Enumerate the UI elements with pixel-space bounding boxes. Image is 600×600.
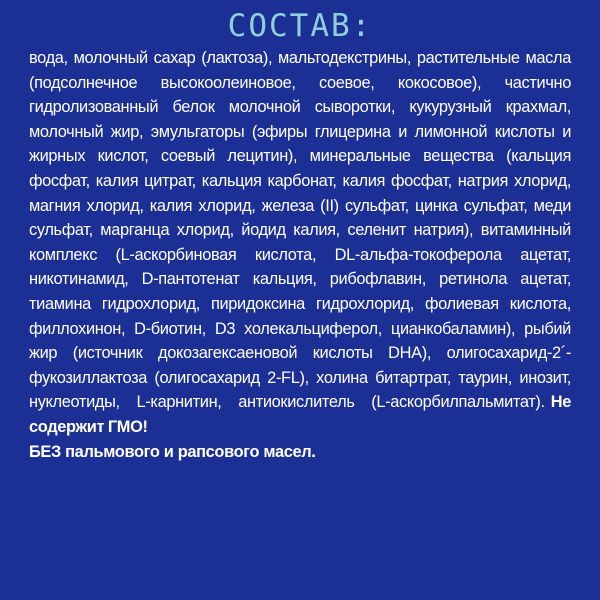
free-of-statement: БЕЗ пальмового и рапсового масел. [29,442,316,461]
ingredients-paragraph [29,46,571,440]
ingredients-text: вода, молочный сахар (лактоза), мальтодекстрины, растительные масла (подсолнечное высокоолеиновое, соевое, кокосовое), частично гидролизованный белок молочной сыворотки, кукурузный крахмал, молочный жир, эмульгаторы (эфиры глицерина и лимонной кислоты и жирных кислот, соевый лецитин), минеральные вещества (кальция фосфат, калия цитрат, кальция карбонат, калия фосфат, натрия хлорид, магния хлорид, калия хлорид, железа (II) сульфат, цинка сульфат, меди сульфат, марганца хлорид, йодид калия, селенит натрия), витаминный комплекс (L-аскорбиновая кислота, DL-альфа-токоферола ацетат, никотинамид, D-пантотенат кальция, рибофлавин, ретинола ацетат, тиамина гидрохлорид, пиридоксина гидрохлорид, фолиевая кислота, филлохинон, D-биотин, D3 холекальциферол, цианкобаламин), рыбий жир (источник докозагексаеновой кислоты DHA), олигосахарид-2´-фукозиллактоза (олигосахарид 2-FL), холина битартрат, таурин, инозит, нуклеотиды, L-карнитин, антиокислитель (L-аскорбилпальмитат). [29,49,571,412]
gmo-notice: Не содержит ГМО! [29,393,571,436]
heading: СОСТАВ: [227,8,373,44]
